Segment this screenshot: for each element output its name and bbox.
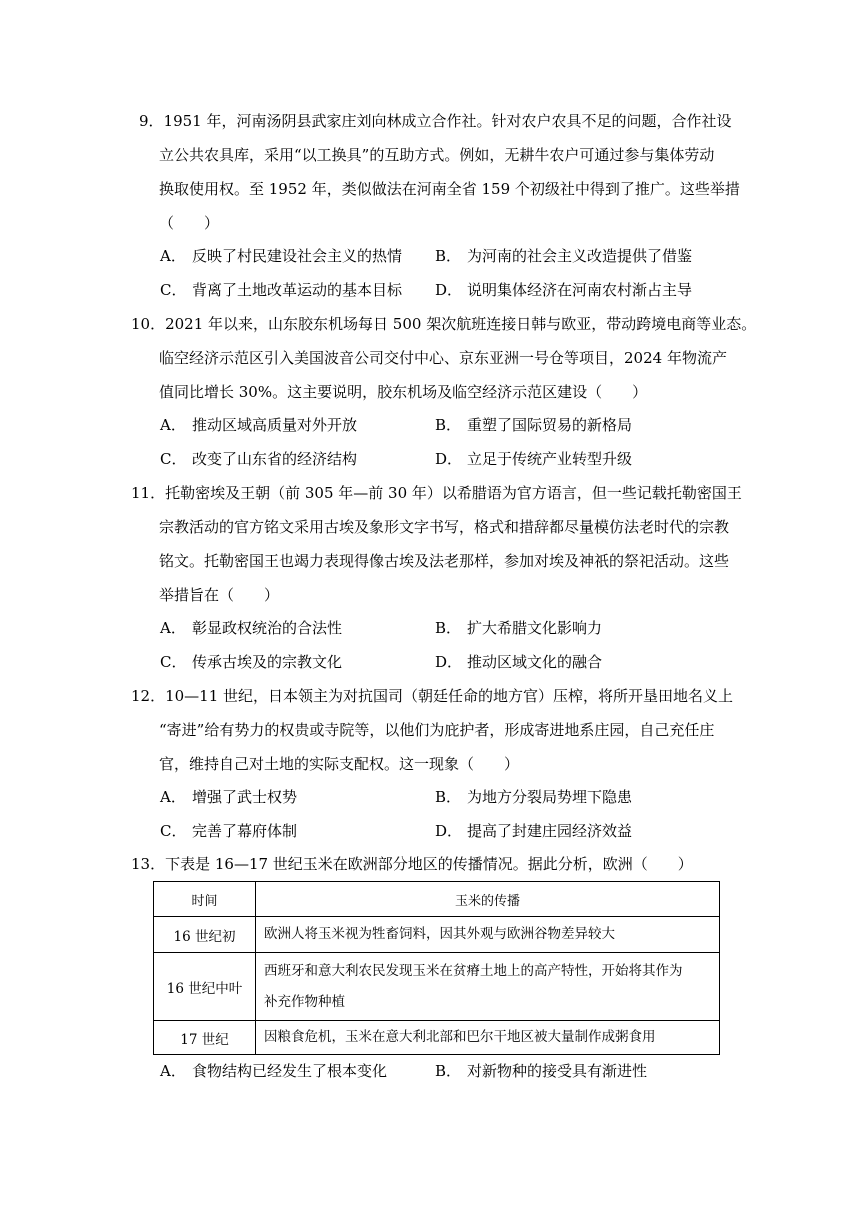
question-text-line: “寄进”给有势力的权贵或寺院等，以他们为庇护者，形成寄进地系庄园，自己充任庄 [159, 721, 715, 739]
option-d[interactable]: D． 提高了封建庄园经济效益 [435, 822, 633, 840]
question-text-line: 铭文。托勒密国王也竭力表现得像古埃及法老那样，参加对埃及神祇的祭祀活动。这些 [159, 552, 730, 570]
table-row [154, 953, 720, 1021]
table-header-cell: 时间 [154, 882, 256, 917]
options-12 [160, 780, 740, 848]
question-number: 10． [131, 315, 166, 333]
question-text-line: 宗教活动的官方铭文采用古埃及象形文字书写，格式和措辞都尽量模仿法老时代的宗教 [159, 518, 730, 536]
question-text-line: 1951 年，河南汤阴县武家庄刘向林成立合作社。针对农户农具不足的问题，合作社设 [163, 112, 732, 130]
option-b[interactable]: B． 对新物种的接受具有渐进性 [435, 1062, 648, 1080]
question-text-line: 换取使用权。至 1952 年，类似做法在河南全省 159 个初级社中得到了推广。这些举措 [159, 180, 740, 198]
options-10 [160, 408, 740, 476]
table-row [154, 1021, 720, 1055]
question-number: 9． [139, 112, 164, 130]
question-10 [131, 307, 757, 409]
option-c[interactable]: C． 改变了山东省的经济结构 [160, 450, 358, 468]
table-cell-time: 16 世纪中叶 [154, 953, 256, 1021]
option-c[interactable]: C． 背离了土地改革运动的基本目标 [160, 281, 403, 299]
option-b[interactable]: B． 为河南的社会主义改造提供了借鉴 [435, 247, 693, 265]
question-number: 11． [131, 484, 166, 502]
question-text-line: 下表是 16—17 世纪玉米在欧洲部分地区的传播情况。据此分析，欧洲（ ） [165, 855, 693, 873]
question-text-line: 10—11 世纪，日本领主为对抗国司（朝廷任命的地方官）压榨，将所开垦田地名义上 [165, 687, 734, 705]
option-a[interactable]: A． 增强了武士权势 [160, 788, 298, 806]
question-9 [131, 104, 740, 240]
table-cell-time: 16 世纪初 [154, 917, 256, 953]
table-row [154, 917, 720, 953]
table-cell-time: 17 世纪 [154, 1021, 256, 1055]
question-text-line: 立公共农具库，采用“以工换具”的互助方式。例如，无耕牛农户可通过参与集体劳动 [159, 146, 715, 164]
table-header-row [154, 882, 720, 917]
option-d[interactable]: D． 说明集体经济在河南农村渐占主导 [435, 281, 693, 299]
question-number: 12． [131, 687, 166, 705]
question-text-line: 临空经济示范区引入美国波音公司交付中心、京东亚洲一号仓等项目，2024 年物流产 [159, 349, 727, 367]
option-c[interactable]: C． 传承古埃及的宗教文化 [160, 653, 343, 671]
maize-spread-table [153, 881, 720, 1055]
table-header-cell: 玉米的传播 [256, 882, 720, 917]
question-11 [131, 476, 742, 612]
question-text-line: 举措旨在（ ） [159, 586, 280, 604]
question-text-line: 2021 年以来，山东胶东机场每日 500 架次航班连接日韩与欧亚，带动跨境电商等业态。 [165, 315, 757, 333]
option-b[interactable]: B． 扩大希腊文化影响力 [435, 619, 603, 637]
table-cell-desc: 欧洲人将玉米视为牲畜饲料，因其外观与欧洲谷物差异较大 [256, 917, 720, 953]
option-d[interactable]: D． 推动区域文化的融合 [435, 653, 603, 671]
option-b[interactable]: B． 重塑了国际贸易的新格局 [435, 416, 633, 434]
option-d[interactable]: D． 立足于传统产业转型升级 [435, 450, 633, 468]
options-13 [160, 1054, 740, 1088]
question-text-line: （ ） [159, 214, 220, 232]
question-text-line: 官，维持自己对土地的实际支配权。这一现象（ ） [159, 755, 520, 773]
option-b[interactable]: B． 为地方分裂局势埋下隐患 [435, 788, 633, 806]
question-text-line: 托勒密埃及王朝（前 305 年—前 30 年）以希腊语为官方语言，但一些记载托勒密国王 [165, 484, 742, 502]
question-text-line: 值同比增长 30%。这主要说明，胶东机场及临空经济示范区建设（ ） [159, 383, 648, 401]
options-9 [160, 239, 740, 307]
options-11 [160, 611, 740, 679]
option-c[interactable]: C． 完善了幕府体制 [160, 822, 298, 840]
option-a[interactable]: A． 彰显政权统治的合法性 [160, 619, 343, 637]
table-cell-desc: 因粮食危机，玉米在意大利北部和巴尔干地区被大量制作成粥食用 [256, 1021, 720, 1055]
question-13 [131, 847, 731, 881]
option-a[interactable]: A． 反映了村民建设社会主义的热情 [160, 247, 403, 265]
table-cell-desc: 西班牙和意大利农民发现玉米在贫瘠土地上的高产特性，开始将其作为 补充作物种植 [256, 953, 720, 1021]
option-a[interactable]: A． 食物结构已经发生了根本变化 [160, 1062, 388, 1080]
question-number: 13． [131, 855, 166, 873]
question-12 [131, 679, 734, 781]
option-a[interactable]: A． 推动区域高质量对外开放 [160, 416, 358, 434]
